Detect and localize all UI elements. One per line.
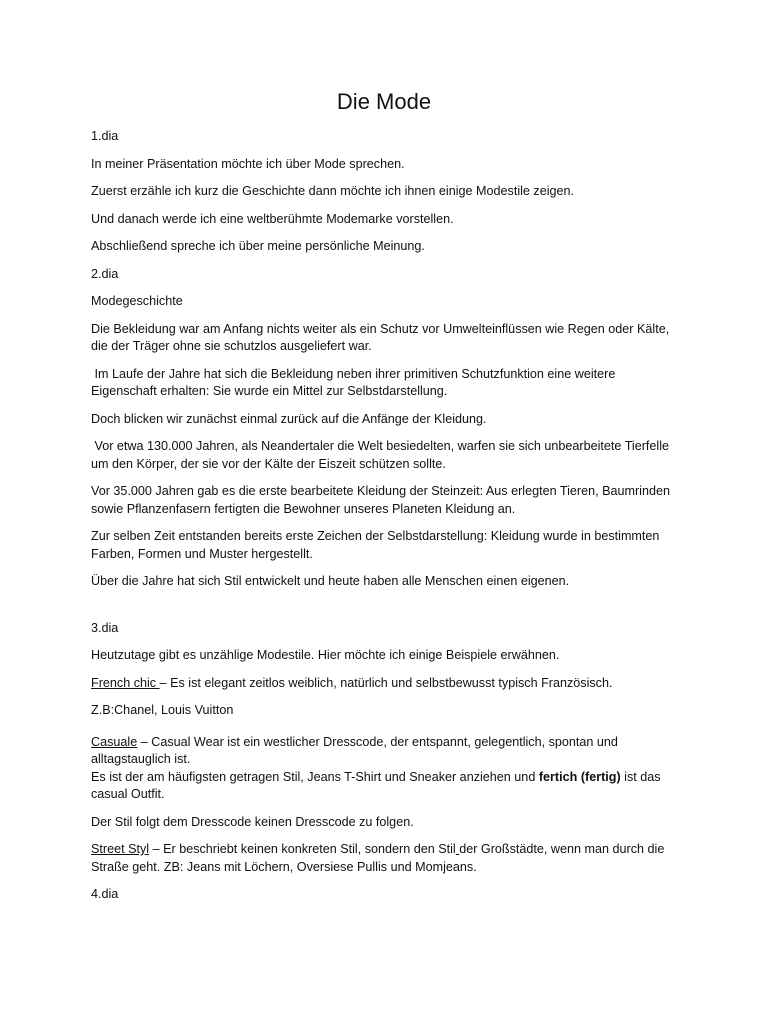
casual-bold: fertich (fertig) [538, 769, 621, 784]
slide-label-1: 1.dia [91, 129, 119, 143]
paragraph: Und danach werde ich eine weltberühmte Modemarke vorstellen. [91, 211, 454, 226]
term-casual: Casuale [91, 734, 138, 749]
paragraph: In meiner Präsentation möchte ich über Mode sprechen. [91, 156, 405, 171]
slide-label-2: 2.dia [91, 266, 119, 281]
casual-text-a: Es ist der am häufigsten getragen Stil, Jeans T-Shirt und Sneaker anziehen und [91, 769, 539, 784]
slide-label-4: 4.dia [91, 887, 119, 901]
paragraph-casual [91, 734, 676, 769]
paragraph-street-style [91, 841, 676, 876]
paragraph: Im Laufe der Jahre hat sich die Bekleidung neben ihrer primitiven Schutzfunktion eine weitere Eigenschaft erhalten: Sie wurde ein Mittel zur Selbstdarstellung. [91, 366, 619, 398]
paragraph: Über die Jahre hat sich Stil entwickelt und heute haben alle Menschen einen eigenen. [91, 574, 570, 588]
french-chic-description: – Es ist elegant zeitlos weiblich, natürlich und selbstbewusst typisch Französisch. [159, 675, 613, 690]
street-style-text-b: der Großstädte, wenn man durch die Straße geht. ZB: Jeans mit Löchern, Oversiese Pullis und Momjeans. [91, 842, 665, 874]
paragraph: Doch blicken wir zunächst einmal zurück auf die Anfänge der Kleidung. [91, 411, 487, 426]
document-body [91, 128, 676, 914]
document-title: Die Mode [336, 89, 432, 114]
paragraph-casual-2 [91, 769, 676, 804]
street-style-text-a: – Er beschriebt keinen konkreten Stil, sondern den Stil [149, 842, 456, 856]
paragraph: Die Bekleidung war am Anfang nichts weiter als ein Schutz vor Umwelteinflüssen wie Regen oder Kälte, die der Träger ohne sie schutzlos ausgeliefert war. [91, 321, 670, 353]
term-french-chic: French chic [91, 675, 160, 690]
paragraph-french-chic [91, 675, 676, 693]
paragraph: Der Stil folgt dem Dresscode keinen Dresscode zu folgen. [91, 814, 414, 829]
term-street-style: Street Styl [91, 842, 150, 856]
casual-description: – Casual Wear ist ein westlicher Dresscode, der entspannt, gelegentlich, spontan und alltagstauglich ist. [91, 734, 618, 766]
paragraph: Zur selben Zeit entstanden bereits erste Zeichen der Selbstdarstellung: Kleidung wurde in bestimmten Farben, Formen und Muster hergestellt. [91, 529, 660, 561]
casual-text-b: ist das casual Outfit. [91, 769, 661, 801]
slide-label-3: 3.dia [91, 620, 119, 635]
paragraph: Z.B:Chanel, Louis Vuitton [91, 703, 234, 717]
paragraph: Vor 35.000 Jahren gab es die erste bearbeitete Kleidung der Steinzeit: Aus erlegten Tieren, Baumrinden sowie Pflanzenfasern fertigten die Bewohner unseres Planeten Kleidung an. [91, 484, 670, 516]
paragraph: Abschließend spreche ich über meine persönliche Meinung. [91, 239, 425, 253]
paragraph: Zuerst erzähle ich kurz die Geschichte dann möchte ich ihnen einige Modestile zeigen. [91, 184, 575, 198]
section-heading: Modegeschichte [91, 294, 183, 308]
paragraph: Heutzutage gibt es unzählige Modestile. Hier möchte ich einige Beispiele erwähnen. [91, 648, 560, 662]
blank-line [91, 601, 676, 620]
paragraph: Vor etwa 130.000 Jahren, als Neandertaler die Welt besiedelten, warfen sie sich unbearbeitete Tierfelle um den Körper, der sie vor der Kälte der Eiszeit schützen sollte. [91, 439, 673, 471]
